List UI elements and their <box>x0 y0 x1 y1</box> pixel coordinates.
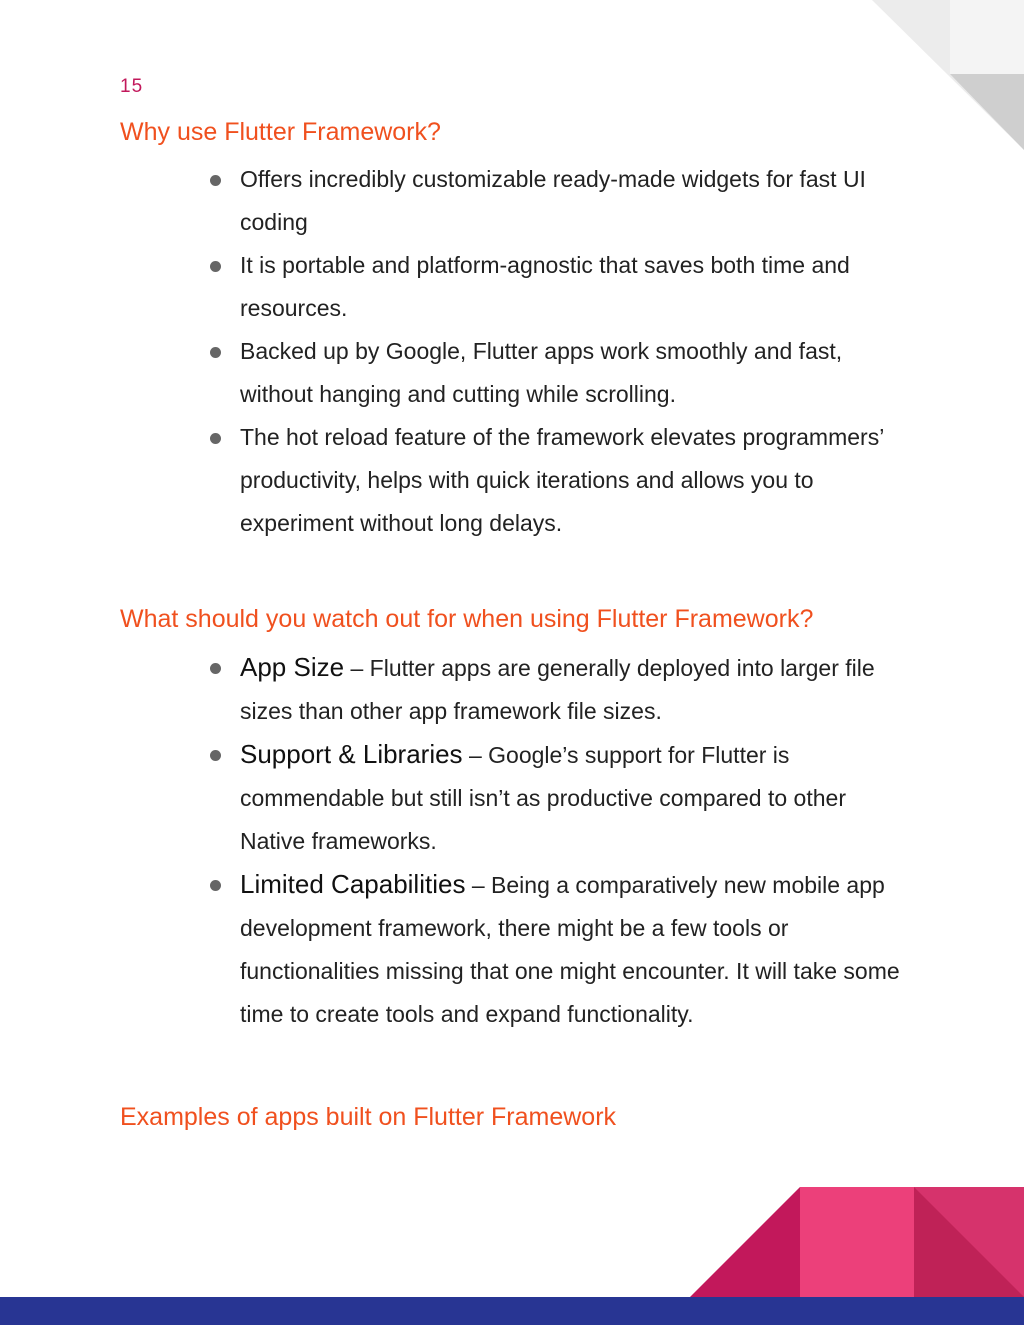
section-heading-examples: Examples of apps built on Flutter Framework <box>120 1103 617 1131</box>
list-item-text: Backed up by Google, Flutter apps work smoothly and fast, without hanging and cutting while scrolling. <box>240 338 843 407</box>
list-item-text: Being a comparatively new mobile app development framework, there might be a few tools or functionalities missing that one might encounter. It will take some time to create tools and expand functionality. <box>240 872 900 1027</box>
list-item-text: Offers incredibly customizable ready-made widgets for fast UI coding <box>240 166 866 235</box>
list-item <box>210 330 910 416</box>
page-number: 15 <box>120 76 144 97</box>
list-item-term: App Size <box>240 652 345 682</box>
list-item-text: Google’s support for Flutter is commendable but still isn’t as productive compared to other Native frameworks. <box>240 742 846 854</box>
section-heading-watch-out: What should you watch out for when using Flutter Framework? <box>120 605 814 633</box>
bullet-icon <box>210 175 221 186</box>
bullet-icon <box>210 261 221 272</box>
list-item-text: The hot reload feature of the framework elevates programmers’ productivity, helps with quick iterations and allows you to experiment without long delays. <box>240 424 884 536</box>
corner-fold-shadow <box>950 74 1024 150</box>
list-item-term: Support & Libraries <box>240 739 463 769</box>
footer-triangle-crimson <box>690 1187 800 1297</box>
list-item <box>210 158 910 244</box>
corner-fold-light <box>872 0 1024 150</box>
footer-block-pink <box>800 1187 914 1297</box>
bullet-icon <box>210 347 221 358</box>
list-item <box>210 646 910 733</box>
list-item-text: Flutter apps are generally deployed into larger file sizes than other app framework file sizes. <box>240 655 875 724</box>
list-item <box>210 416 910 545</box>
list-item <box>210 863 910 1036</box>
list-item <box>210 244 910 330</box>
term-separator: – <box>344 655 370 681</box>
list-item-term: Limited Capabilities <box>240 869 466 899</box>
term-separator: – <box>462 742 489 768</box>
list-item-text: It is portable and platform-agnostic that saves both time and resources. <box>240 252 850 321</box>
bullet-icon <box>210 750 221 761</box>
section-heading-why-use: Why use Flutter Framework? <box>120 118 441 146</box>
watch-out-list <box>210 646 910 1036</box>
footer-block-shade <box>914 1187 1024 1297</box>
bullet-icon <box>210 880 221 891</box>
footer-bar <box>0 1297 1024 1325</box>
why-use-list <box>210 158 910 545</box>
bullet-icon <box>210 433 221 444</box>
corner-fold-square <box>950 0 1024 74</box>
list-item <box>210 733 910 863</box>
bullet-icon <box>210 663 221 674</box>
footer-block-rose <box>914 1187 1024 1297</box>
term-separator: – <box>465 872 492 898</box>
